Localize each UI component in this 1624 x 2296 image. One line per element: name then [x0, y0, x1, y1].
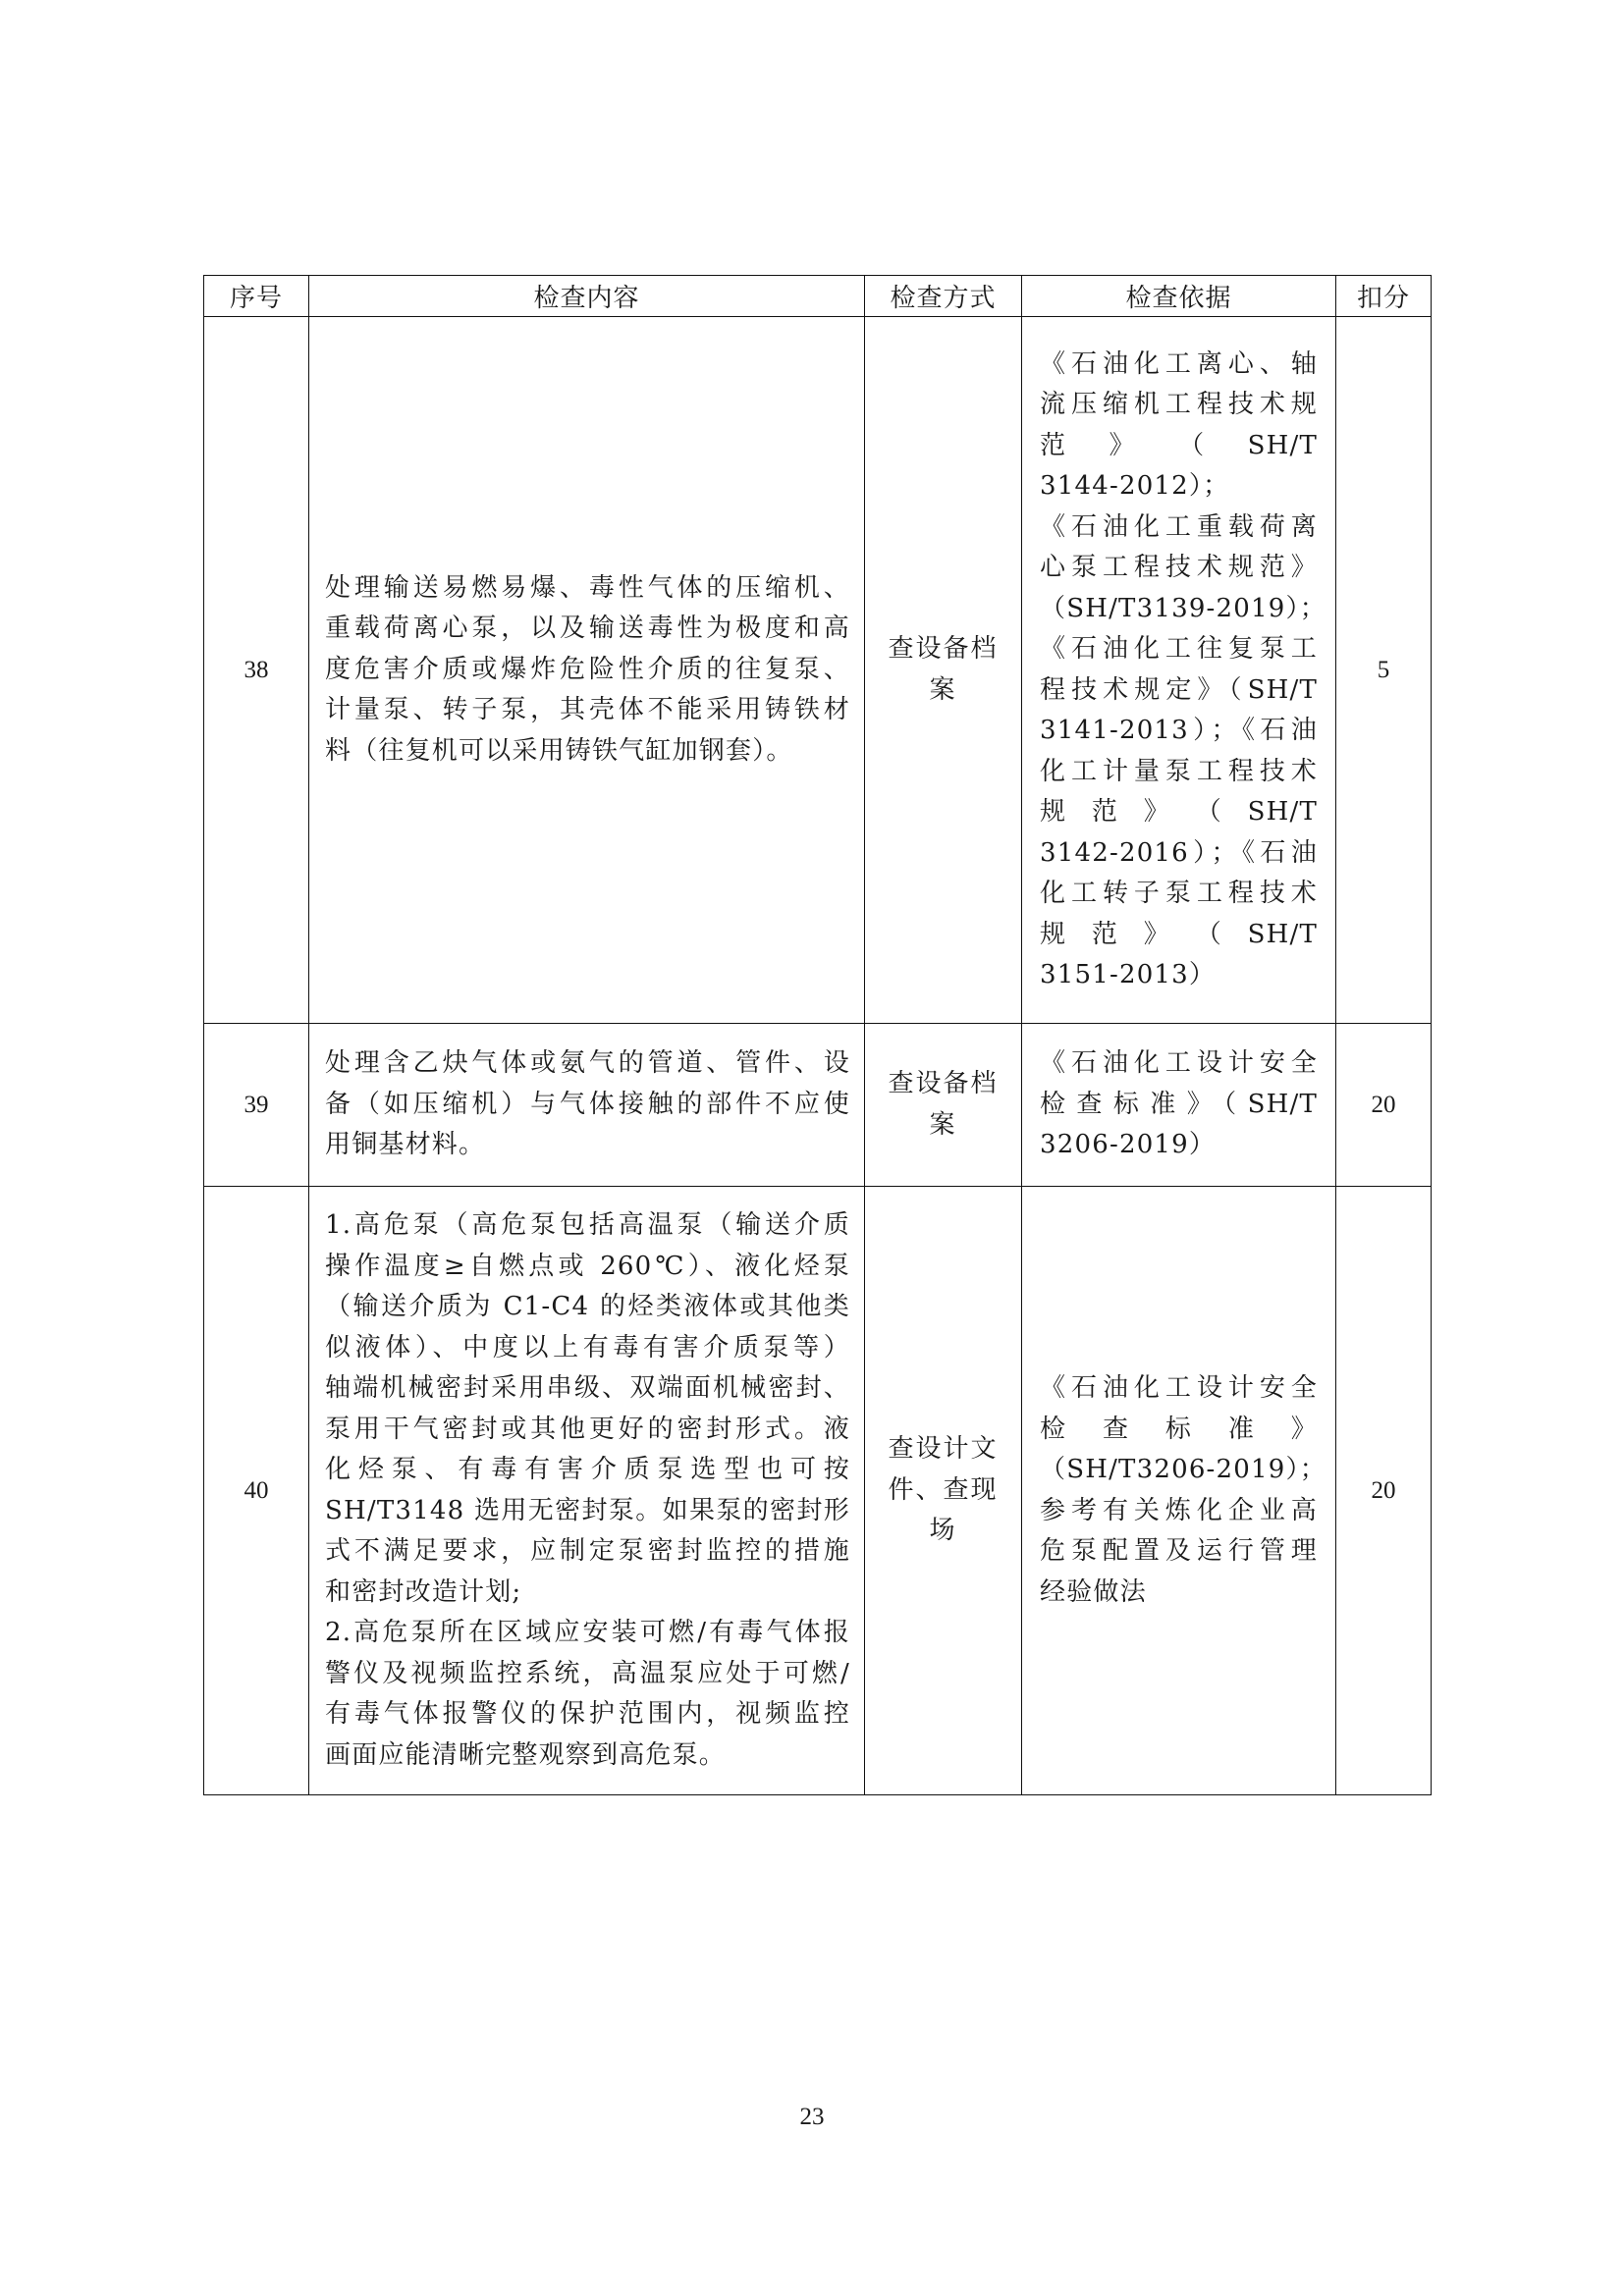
basis-line: 《石油化工重载荷离: [1040, 511, 1318, 542]
basis-line: （SH/T3139-2019）；: [1040, 593, 1326, 623]
basis-line: 《石油化工离心、轴: [1040, 348, 1318, 379]
content-line: 警仪及视频监控系统，高温泵应处于可燃/: [325, 1658, 850, 1688]
inspection-method: [865, 317, 1022, 1024]
method-line: 查设备档: [888, 1069, 999, 1098]
table-row: [204, 1024, 1432, 1187]
method-line: 场: [929, 1516, 957, 1546]
inspection-basis: [1022, 317, 1336, 1024]
deduction-score: 5: [1336, 317, 1432, 1024]
inspection-table: [203, 275, 1432, 1795]
inspection-method: [865, 1187, 1022, 1795]
content-line: （输送介质为 C1-C4 的烃类液体或其他类: [325, 1292, 850, 1321]
content-line: 化烃泵、有毒有害介质泵选型也可按: [325, 1455, 850, 1484]
basis-line: 心泵工程技术规范》: [1040, 553, 1318, 582]
content-line: 画面应能清晰完整观察到高危泵。: [325, 1739, 727, 1770]
content-line: SH/T3148 选用无密封泵。如果泵的密封形: [325, 1495, 850, 1525]
method-line: 案: [929, 674, 957, 705]
header-no: 序号: [204, 276, 309, 317]
table-header-row: [204, 276, 1432, 317]
row-number: 40: [204, 1187, 309, 1795]
content-line: 1.高危泵（高危泵包括高温泵（输送介质: [325, 1210, 850, 1240]
row-number: 38: [204, 317, 309, 1024]
basis-line: 流压缩机工程技术规: [1040, 390, 1318, 419]
page-number: 23: [799, 2104, 825, 2130]
basis-line: 《石油化工设计安全: [1040, 1373, 1318, 1403]
method-line: 查设计文: [888, 1434, 999, 1465]
content-line: 2.高危泵所在区域应安装可燃/有毒气体报: [325, 1618, 850, 1647]
basis-line: 3151-2013）: [1040, 960, 1217, 989]
content-line: 用铜基材料。: [325, 1130, 486, 1160]
basis-line: 参考有关炼化企业高: [1040, 1495, 1318, 1525]
content-line: 式不满足要求，应制定泵密封监控的措施: [325, 1536, 850, 1566]
content-line: 计量泵、转子泵，其壳体不能采用铸铁材: [325, 695, 850, 725]
method-line: 件、查现: [888, 1474, 999, 1505]
basis-line: 3144-2012）；: [1040, 471, 1230, 501]
basis-line: 《石油化工往复泵工: [1040, 634, 1318, 664]
content-line: 备（如压缩机）与气体接触的部件不应使: [325, 1089, 850, 1119]
content-line: 处理输送易燃易爆、毒性气体的压缩机、: [325, 572, 850, 603]
content-line: 度危害介质或爆炸危险性介质的往复泵、: [325, 654, 850, 684]
basis-line: 3206-2019）: [1040, 1130, 1217, 1160]
deduction-score: 20: [1336, 1024, 1432, 1187]
table-row: [204, 1187, 1432, 1795]
basis-line: 3141-2013）；《石油: [1040, 716, 1318, 745]
header-score: 扣分: [1336, 276, 1432, 317]
basis-line: 检 查 标 准 》: [1040, 1414, 1318, 1444]
basis-line: 3142-2016）；《石油: [1040, 837, 1318, 868]
row-number: 39: [204, 1024, 309, 1187]
basis-line: 范 》 （ SH/T: [1040, 430, 1318, 460]
inspection-content: [309, 317, 865, 1024]
inspection-basis: [1022, 1187, 1336, 1795]
basis-line: 规 范 》 （ SH/T: [1040, 919, 1318, 949]
basis-line: 程技术规定》（SH/T: [1040, 674, 1318, 705]
basis-line: 《石油化工设计安全: [1040, 1048, 1318, 1079]
content-line: 轴端机械密封采用串级、双端面机械密封、: [325, 1373, 850, 1403]
content-line: 操作温度≥自燃点或 260℃）、液化烃泵: [325, 1251, 850, 1281]
inspection-basis: [1022, 1024, 1336, 1187]
method-line: 查设备档: [888, 634, 999, 664]
inspection-content: [309, 1024, 865, 1187]
basis-line: 经验做法: [1040, 1576, 1147, 1607]
header-content: 检查内容: [309, 276, 865, 317]
table-row: [204, 317, 1432, 1024]
header-basis: 检查依据: [1022, 276, 1336, 317]
inspection-method: [865, 1024, 1022, 1187]
inspection-content: [309, 1187, 865, 1795]
basis-line: 化工转子泵工程技术: [1040, 879, 1318, 908]
basis-line: 检查标准》（SH/T: [1040, 1089, 1318, 1119]
basis-line: 化工计量泵工程技术: [1040, 756, 1318, 786]
basis-line: （SH/T3206-2019）；: [1040, 1455, 1326, 1484]
content-line: 有毒气体报警仪的保护范围内，视频监控: [325, 1699, 850, 1729]
content-line: 重载荷离心泵，以及输送毒性为极度和高: [325, 614, 850, 644]
content-line: 料（往复机可以采用铸铁气缸加钢套）。: [325, 735, 793, 766]
content-line: 处理含乙炔气体或氨气的管道、管件、设: [325, 1048, 850, 1079]
content-line: 似液体）、中度以上有毒有害介质泵等）: [325, 1332, 850, 1362]
basis-line: 规 范 》 （ SH/T: [1040, 797, 1318, 827]
content-line: 和密封改造计划;: [325, 1576, 522, 1607]
content-line: 泵用干气密封或其他更好的密封形式。液: [325, 1414, 850, 1444]
basis-line: 危泵配置及运行管理: [1040, 1536, 1318, 1566]
method-line: 案: [929, 1109, 957, 1140]
deduction-score: 20: [1336, 1187, 1432, 1795]
header-method: 检查方式: [865, 276, 1022, 317]
